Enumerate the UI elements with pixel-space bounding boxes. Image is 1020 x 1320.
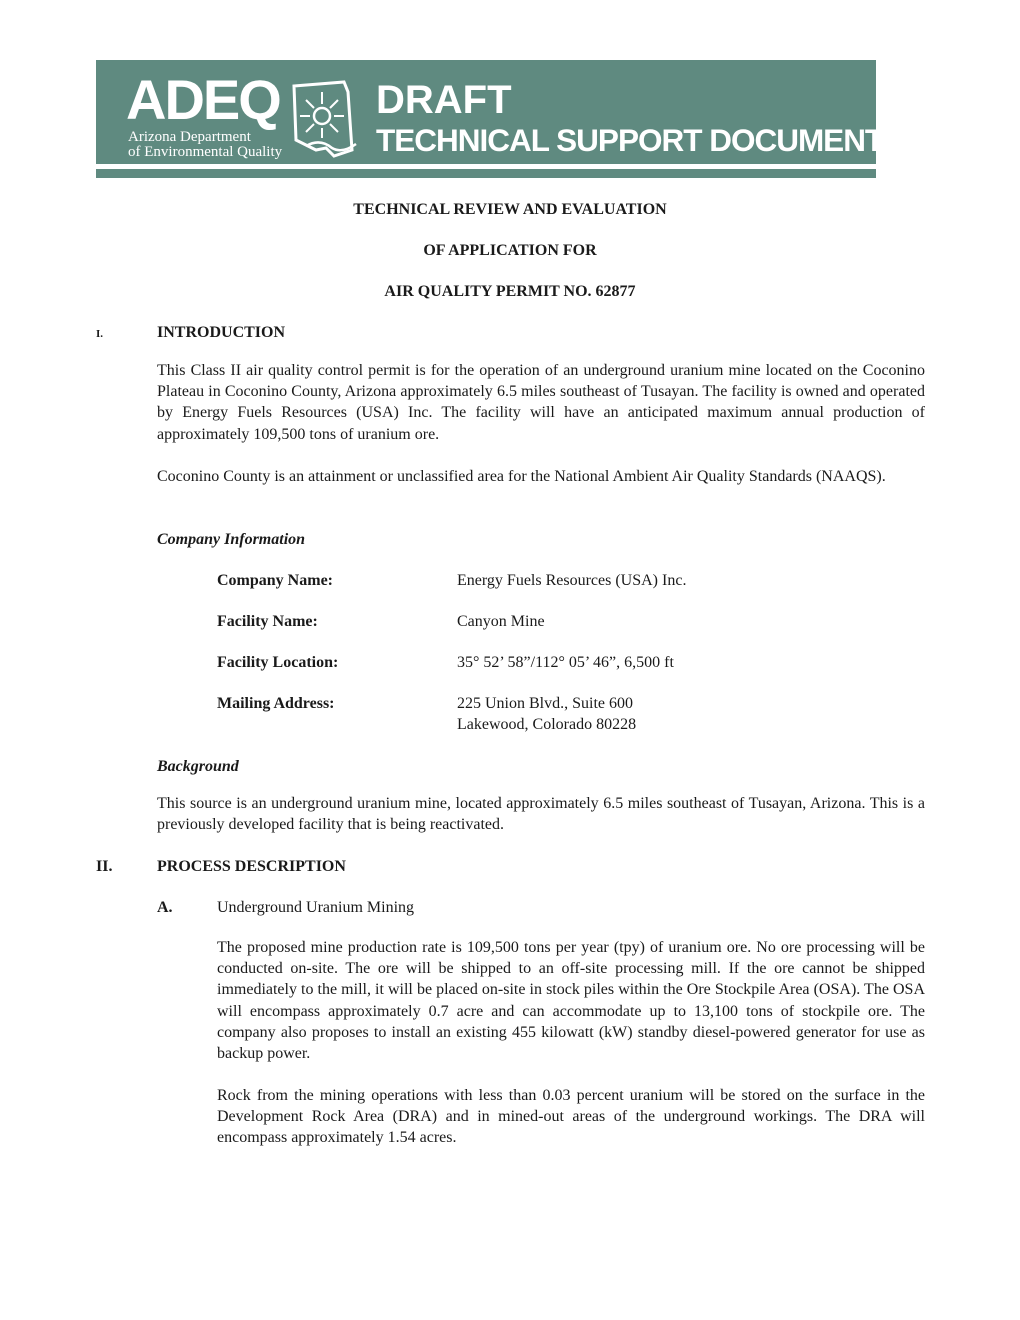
arizona-sun-logo-icon bbox=[286, 78, 364, 158]
subsection-a-heading: Underground Uranium Mining bbox=[217, 899, 415, 916]
company-name-value: Energy Fuels Resources (USA) Inc. bbox=[457, 572, 687, 589]
mailing-address-line-2: Lakewood, Colorado 80228 bbox=[457, 716, 637, 733]
document-type-title: TECHNICAL SUPPORT DOCUMENT bbox=[376, 122, 884, 158]
header-banner bbox=[96, 60, 884, 164]
facility-location-value: 35° 52’ 58”/112° 05’ 46”, 6,500 ft bbox=[457, 654, 674, 671]
mailing-address-line-1: 225 Union Blvd., Suite 600 bbox=[457, 695, 634, 712]
banner-rule bbox=[96, 169, 876, 178]
draft-label: DRAFT bbox=[376, 78, 512, 122]
adeq-logo-text: ADEQ bbox=[126, 68, 280, 131]
development-rock-paragraph: Rock from the mining operations with less than 0.03 percent uranium will be stored on the surface in the Development Rock Area (DRA) and in mined-out areas of the underground workings. The DRA will encompass approximately 1.54 acres. bbox=[217, 1087, 925, 1147]
background-paragraph: This source is an underground uranium mine, located approximately 6.5 miles southeast of Tusayan, Arizona. This is a previously developed facility that is being reactivated. bbox=[157, 795, 925, 834]
mailing-address-label: Mailing Address: bbox=[217, 695, 335, 712]
facility-location-label: Facility Location: bbox=[217, 654, 339, 671]
section-2-heading: PROCESS DESCRIPTION bbox=[157, 858, 346, 875]
section-2-number: II. bbox=[96, 858, 113, 875]
company-info-heading: Company Information bbox=[157, 531, 306, 548]
attainment-paragraph: Coconino County is an attainment or unclassified area for the National Ambient Air Quality Standards (NAAQS). bbox=[157, 468, 886, 485]
title-line-1: TECHNICAL REVIEW AND EVALUATION bbox=[353, 201, 667, 218]
section-1-number: I. bbox=[96, 328, 104, 340]
company-name-label: Company Name: bbox=[217, 572, 333, 589]
section-1-heading: INTRODUCTION bbox=[157, 324, 286, 341]
title-line-3: AIR QUALITY PERMIT NO. 62877 bbox=[384, 283, 636, 300]
title-line-2: OF APPLICATION FOR bbox=[423, 242, 597, 259]
intro-paragraph: This Class II air quality control permit is for the operation of an underground uranium mine located on the Coconino Plateau in Coconino County, Arizona approximately 6.5 miles southeast of Tusayan. The facility is owned and operated by Energy Fuels Resources (USA) Inc. The facility will have an anticipated maximum annual production of approximately 109,500 tons of uranium ore. bbox=[157, 362, 925, 443]
facility-name-value: Canyon Mine bbox=[457, 613, 545, 630]
subsection-a-letter: A. bbox=[157, 899, 173, 916]
facility-name-label: Facility Name: bbox=[217, 613, 318, 630]
mining-paragraph: The proposed mine production rate is 109,500 tons per year (tpy) of uranium ore. No ore processing will be conducted on-site. The ore will be shipped to an off-site processing mill. If the ore cannot be shipped immediately to the mill, it will be placed on-site in stock piles within the Ore Stockpile Area (OSA). The OSA will encompass approximately 0.7 acre and can accommodate up to 13,100 tons of stockpile ore. The company also proposes to install an existing 455 kilowatt (kW) standby diesel-powered generator for use as backup power. bbox=[217, 939, 925, 1063]
adeq-logo-subtitle: Arizona Department of Environmental Quality bbox=[128, 129, 283, 160]
background-heading: Background bbox=[157, 758, 239, 775]
